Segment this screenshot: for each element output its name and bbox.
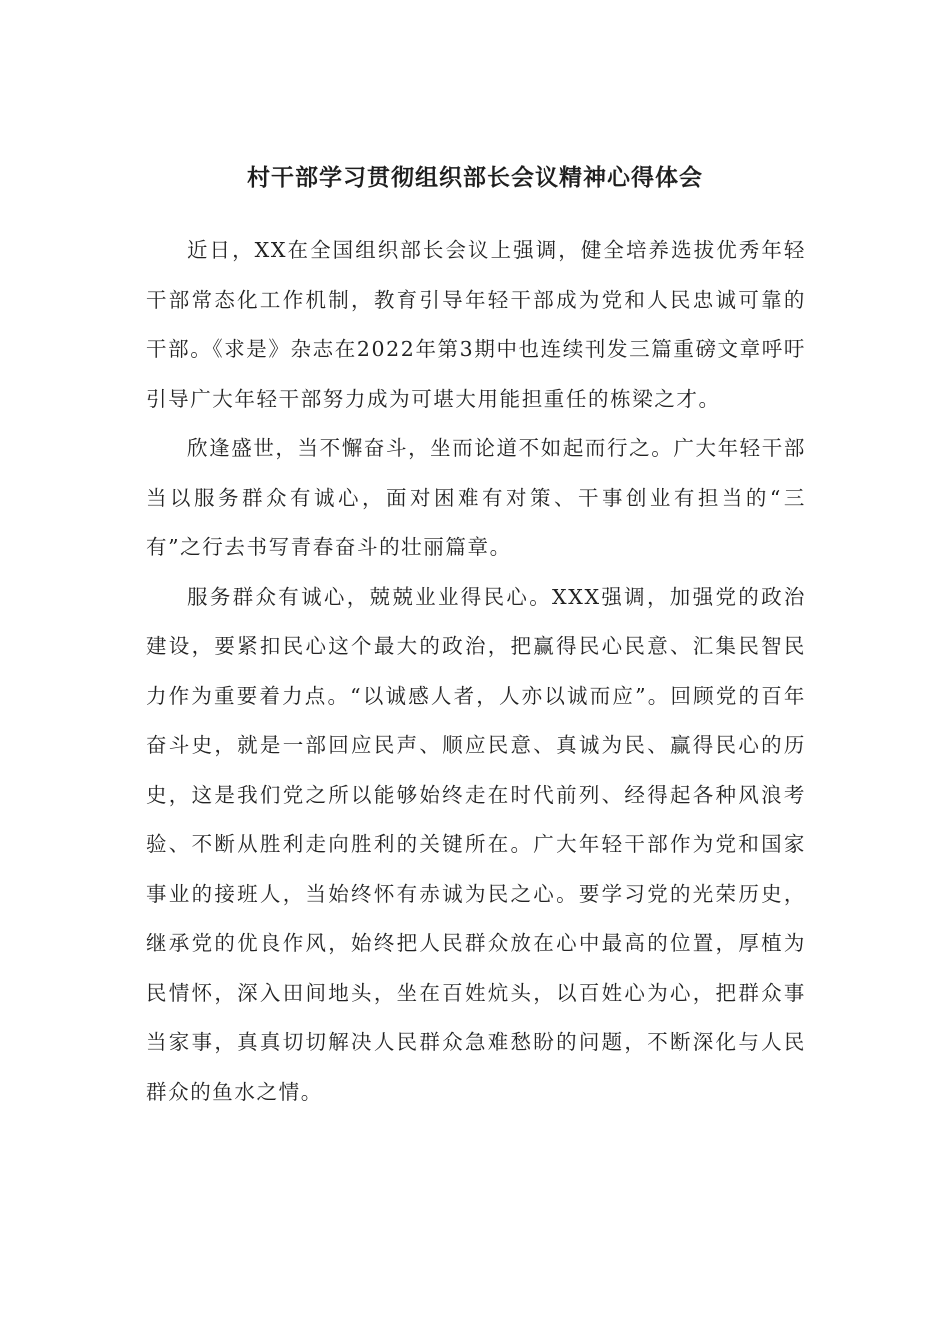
paragraph-2: 欣逢盛世，当不懈奋斗，坐而论道不如起而行之。广大年轻干部当以服务群众有诚心，面对困难有对策、干事创业有担当的“三有”之行去书写青春奋斗的壮丽篇章。	[146, 436, 806, 559]
document-title: 村干部学习贯彻组织部长会议精神心得体会	[247, 164, 703, 191]
paragraph-3: 服务群众有诚心，兢兢业业得民心。XXX强调，加强党的政治建设，要紧扣民心这个最大的政治，把赢得民心民意、汇集民智民力作为重要着力点。“以诚感人者，人亦以诚而应”。回顾党的百年奋斗史，就是一部回应民声、顺应民意、真诚为民、赢得民心的历史，这是我们党之所以能够始终走在时代前列、经得起各种风浪考验、不断从胜利走向胜利的关键所在。广大年轻干部作为党和国家事业的接班人，当始终怀有赤诚为民之心。要学习党的光荣历史，继承党的优良作风，始终把人民群众放在心中最高的位置，厚植为民情怀，深入田间地头，坐在百姓炕头，以百姓心为心，把群众事当家事，真真切切解决人民群众急难愁盼的问题，不断深化与人民群众的鱼水之情。	[146, 584, 806, 1104]
paragraph-1: 近日，XX在全国组织部长会议上强调，健全培养选拔优秀年轻干部常态化工作机制，教育引导年轻干部成为党和人民忠诚可靠的干部。《求是》杂志在2022年第3期中也连续刊发三篇重磅文章呼吁引导广大年轻干部努力成为可堪大用能担重任的栋梁之才。	[146, 238, 806, 411]
document-body	[146, 226, 806, 1117]
